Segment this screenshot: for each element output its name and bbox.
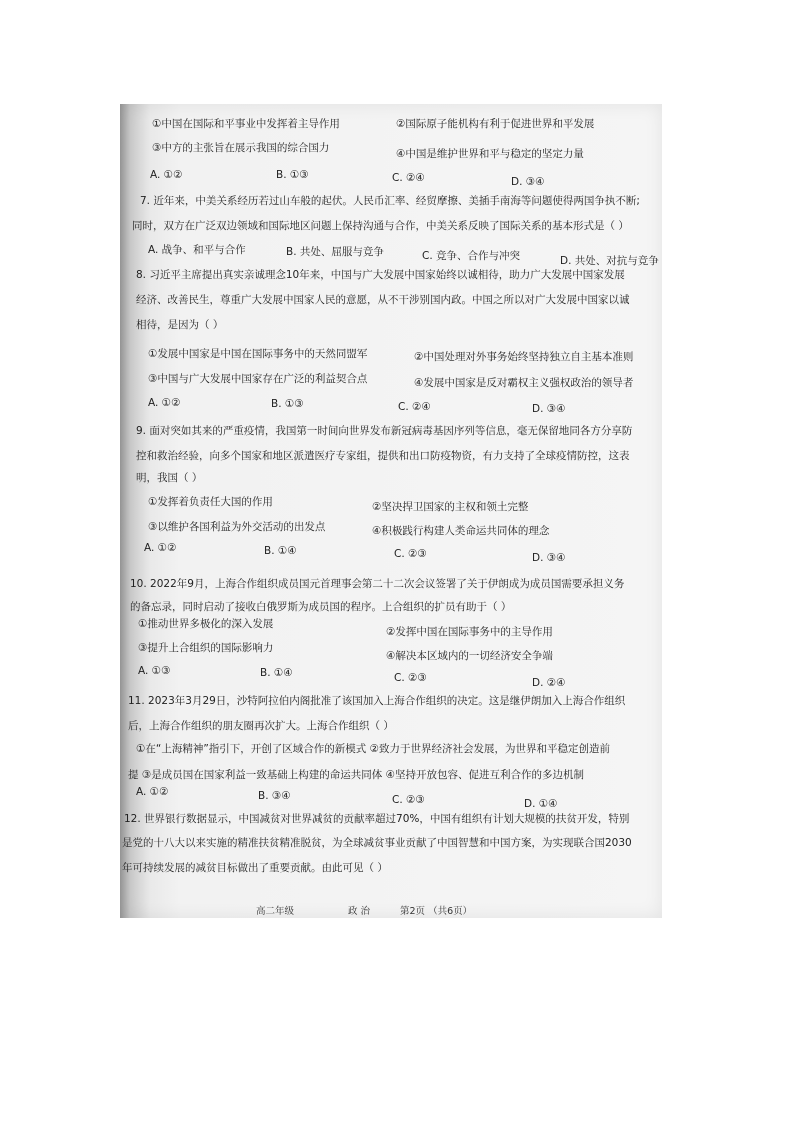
- question-9-line-1: 9. 面对突如其来的严重疫情，我国第一时间向世界发布新冠病毒基因序列等信息，毫无保留地同各方分享防: [136, 425, 633, 437]
- question-9-line-2: 控和救治经验，向多个国家和地区派遣医疗专家组，提供和出口防疫物资，有力支持了全球疫情防控，这表: [136, 450, 630, 462]
- option-d: D. ③④: [511, 176, 545, 188]
- q10-option-d: D. ②④: [532, 677, 566, 689]
- q8-statement-2: ②中国处理对外事务始终坚持独立自主基本准则: [414, 351, 634, 363]
- q9-statement-2: ②坚决捍卫国家的主权和领土完整: [372, 501, 529, 513]
- q10-statement-3: ③提升上合组织的国际影响力: [138, 642, 274, 654]
- q11-option-a: A. ①②: [136, 786, 169, 798]
- q11-option-b: B. ③④: [258, 790, 291, 802]
- q8-option-c: C. ②④: [398, 401, 431, 413]
- q8-option-d: D. ③④: [532, 403, 566, 415]
- question-10-line-1: 10. 2022年9月，上海合作组织成员国元首理事会第二十二次会议签署了关于伊朗成为成员国需要承担义务: [130, 578, 625, 590]
- question-11-line-3: ①在“上海精神”指引下，开创了区域合作的新模式 ②致力于世界经济社会发展，为世界和平稳定创造前: [136, 743, 611, 755]
- footer-subject: 政 治: [348, 906, 371, 917]
- q7-option-d: D. 共处、对抗与竞争: [560, 255, 659, 267]
- q10-option-b: B. ①④: [260, 667, 293, 679]
- statement-1: ①中国在国际和平事业中发挥着主导作用: [152, 118, 340, 130]
- question-11-line-2: 后，上海合作组织的朋友圈再次扩大。上海合作组织（ ）: [128, 720, 394, 732]
- q7-option-b: B. 共处、屈服与竞争: [286, 246, 384, 258]
- q9-statement-1: ①发挥着负责任大国的作用: [148, 496, 273, 508]
- q8-option-b: B. ①③: [271, 398, 304, 410]
- statement-4: ④中国是维护世界和平与稳定的坚定力量: [396, 148, 584, 160]
- option-a: A. ①②: [150, 169, 183, 181]
- footer-grade: 高二年级: [256, 906, 295, 917]
- q8-statement-4: ④发展中国家是反对霸权主义强权政治的领导者: [414, 377, 634, 389]
- option-b: B. ①③: [276, 169, 309, 181]
- q8-option-a: A. ①②: [148, 397, 181, 409]
- q10-option-c: C. ②③: [394, 672, 427, 684]
- question-9-line-3: 明，我国（ ）: [136, 472, 203, 484]
- q9-option-d: D. ③④: [532, 552, 566, 564]
- option-c: C. ②④: [392, 172, 425, 184]
- question-8-line-1: 8. 习近平主席提出真实亲诚理念10年来，中国与广大发展中国家始终以诚相待，助力广大发展中国家发展: [136, 269, 625, 281]
- q11-option-d: D. ①④: [524, 798, 558, 810]
- question-11-line-4: 提 ③是成员国在国家利益一致基础上构建的命运共同体 ④坚持开放包容、促进互利合作的多边机制: [128, 769, 584, 781]
- q9-option-c: C. ②③: [394, 548, 427, 560]
- q9-option-a: A. ①②: [144, 542, 177, 554]
- statement-2: ②国际原子能机构有利于促进世界和平发展: [396, 118, 595, 130]
- question-12-line-1: 12. 世界银行数据显示，中国减贫对世界减贫的贡献率超过70%，中国有组织有计划大规模的扶贫开发，特别: [124, 813, 630, 825]
- q11-option-c: C. ②③: [392, 794, 425, 806]
- question-11-line-1: 11. 2023年3月29日，沙特阿拉伯内阁批准了该国加入上海合作组织的决定。这是继伊朗加入上海合作组织: [128, 695, 626, 707]
- question-8-line-3: 相待，是因为（ ）: [136, 319, 224, 331]
- q7-option-a: A. 战争、和平与合作: [148, 244, 246, 256]
- q7-option-c: C. 竞争、合作与冲突: [422, 250, 521, 262]
- q10-statement-2: ②发挥中国在国际事务中的主导作用: [386, 626, 553, 638]
- footer-page-number: 第2页 （共6页）: [400, 906, 473, 917]
- q8-statement-1: ①发展中国家是中国在国际事务中的天然同盟军: [148, 348, 368, 360]
- q8-statement-3: ③中国与广大发展中国家存在广泛的利益契合点: [148, 373, 368, 385]
- question-12-line-3: 年可持续发展的减贫目标做出了重要贡献。由此可见（ ）: [122, 862, 388, 874]
- q9-statement-4: ④积极践行构建人类命运共同体的理念: [372, 525, 550, 537]
- question-12-line-2: 是党的十八大以来实施的精准扶贫精准脱贫，为全球减贫事业贡献了中国智慧和中国方案，为实现联合国2030: [122, 837, 632, 849]
- question-7-line-1: 7. 近年来，中美关系经历若过山车般的起伏。人民币汇率、经贸摩擦、美插手南海等问题使得两国争执不断;: [140, 195, 640, 207]
- q9-option-b: B. ①④: [264, 545, 297, 557]
- q10-option-a: A. ①③: [138, 665, 171, 677]
- q9-statement-3: ③以维护各国利益为外交活动的出发点: [148, 521, 326, 533]
- statement-3: ③中方的主张旨在展示我国的综合国力: [152, 142, 330, 154]
- q10-statement-4: ④解决本区域内的一切经济安全争端: [386, 650, 553, 662]
- question-8-line-2: 经济、改善民生，尊重广大发展中国家人民的意愿，从不干涉别国内政。中国之所以对广大发展中国家以诚: [136, 294, 630, 306]
- question-7-line-2: 同时，双方在广泛双边领域和国际地区问题上保持沟通与合作，中美关系反映了国际关系的基本形式是（ ）: [132, 220, 629, 232]
- q10-statement-1: ①推动世界多极化的深入发展: [138, 618, 274, 630]
- question-10-line-2: 的备忘录，同时启动了接收白俄罗斯为成员国的程序。上合组织的扩员有助于（ ）: [130, 601, 512, 613]
